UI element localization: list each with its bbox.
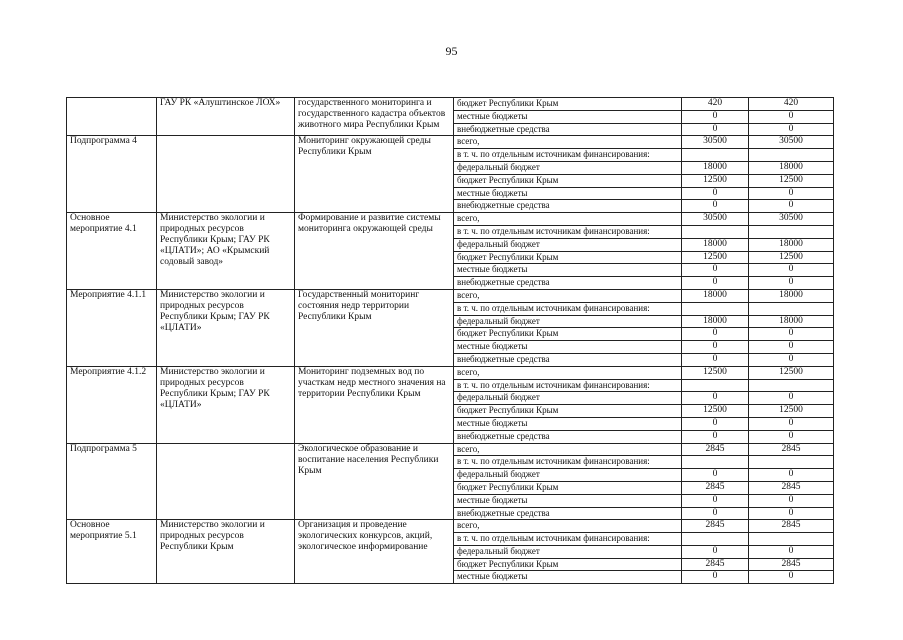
budget-table (66, 97, 834, 584)
program-cell (67, 98, 157, 136)
amount-cell-total: 2845 (682, 520, 749, 533)
amount-cell-year: 0 (749, 353, 834, 366)
funding-source-cell: всего, (454, 443, 682, 456)
amount-cell-year (749, 533, 834, 546)
amount-cell-year: 0 (749, 277, 834, 290)
funding-source-cell: федеральный бюджет (454, 161, 682, 174)
budget-table-body (67, 98, 834, 584)
funding-source-cell: бюджет Республики Крым (454, 98, 682, 111)
funding-source-cell: местные бюджеты (454, 110, 682, 123)
funding-source-cell: всего, (454, 366, 682, 379)
program-cell: Мероприятие 4.1.1 (67, 289, 157, 366)
program-cell: Основное мероприятие 4.1 (67, 213, 157, 290)
funding-source-cell: федеральный бюджет (454, 392, 682, 405)
amount-cell-year: 0 (749, 571, 834, 584)
amount-cell-year: 0 (749, 469, 834, 482)
funding-source-cell: местные бюджеты (454, 187, 682, 200)
amount-cell-year: 0 (749, 187, 834, 200)
amount-cell-total: 2845 (682, 443, 749, 456)
funding-source-cell: внебюджетные средства (454, 123, 682, 136)
amount-cell-total: 0 (682, 353, 749, 366)
description-cell: Экологическое образование и воспитание населения Республики Крым (295, 443, 454, 520)
amount-cell-year: 0 (749, 341, 834, 354)
amount-cell-total: 12500 (682, 251, 749, 264)
amount-cell-year: 12500 (749, 174, 834, 187)
funding-source-cell: местные бюджеты (454, 494, 682, 507)
amount-cell-total (682, 149, 749, 162)
amount-cell-year: 0 (749, 507, 834, 520)
funding-source-cell: всего, (454, 213, 682, 226)
amount-cell-total: 0 (682, 571, 749, 584)
description-cell: Формирование и развитие системы мониторинга окружающей среды (295, 213, 454, 290)
amount-cell-total: 0 (682, 417, 749, 430)
table-row (67, 136, 834, 149)
amount-cell-year: 30500 (749, 136, 834, 149)
funding-source-cell: местные бюджеты (454, 571, 682, 584)
amount-cell-year: 12500 (749, 251, 834, 264)
amount-cell-year: 2845 (749, 558, 834, 571)
amount-cell-total: 2845 (682, 558, 749, 571)
funding-source-cell: федеральный бюджет (454, 315, 682, 328)
amount-cell-total (682, 379, 749, 392)
funding-source-cell: бюджет Республики Крым (454, 328, 682, 341)
amount-cell-total: 18000 (682, 238, 749, 251)
table-row (67, 98, 834, 111)
amount-cell-total: 12500 (682, 366, 749, 379)
amount-cell-year: 0 (749, 200, 834, 213)
description-cell: Мониторинг окружающей среды Республики Крым (295, 136, 454, 213)
funding-source-cell: в т. ч. по отдельным источникам финансирования: (454, 225, 682, 238)
funding-source-cell: всего, (454, 136, 682, 149)
amount-cell-total: 0 (682, 200, 749, 213)
description-cell: Мониторинг подземных вод по участкам недр местного значения на территории Республики Крым (295, 366, 454, 443)
funding-source-cell: внебюджетные средства (454, 430, 682, 443)
amount-cell-year (749, 225, 834, 238)
amount-cell-total: 0 (682, 123, 749, 136)
amount-cell-total (682, 302, 749, 315)
amount-cell-year: 420 (749, 98, 834, 111)
amount-cell-total: 18000 (682, 289, 749, 302)
amount-cell-total: 18000 (682, 315, 749, 328)
funding-source-cell: внебюджетные средства (454, 277, 682, 290)
amount-cell-year: 0 (749, 430, 834, 443)
funding-source-cell: всего, (454, 520, 682, 533)
amount-cell-year (749, 456, 834, 469)
executor-cell: Министерство экологии и природных ресурсов Республики Крым; ГАУ РК «ЦЛАТИ»; АО «Крымский содовый завод» (157, 213, 295, 290)
amount-cell-total: 2845 (682, 481, 749, 494)
amount-cell-total: 12500 (682, 174, 749, 187)
amount-cell-total: 0 (682, 187, 749, 200)
funding-source-cell: местные бюджеты (454, 417, 682, 430)
amount-cell-total (682, 533, 749, 546)
executor-cell: Министерство экологии и природных ресурсов Республики Крым; ГАУ РК «ЦЛАТИ» (157, 289, 295, 366)
amount-cell-year (749, 302, 834, 315)
description-cell: государственного мониторинга и государственного кадастра объектов животного мира Республики Крым (295, 98, 454, 136)
amount-cell-total (682, 456, 749, 469)
funding-source-cell: внебюджетные средства (454, 507, 682, 520)
amount-cell-total: 0 (682, 430, 749, 443)
amount-cell-total: 0 (682, 328, 749, 341)
amount-cell-year: 0 (749, 123, 834, 136)
amount-cell-total: 0 (682, 392, 749, 405)
funding-source-cell: федеральный бюджет (454, 469, 682, 482)
amount-cell-total (682, 225, 749, 238)
amount-cell-year: 0 (749, 264, 834, 277)
program-cell: Подпрограмма 5 (67, 443, 157, 520)
funding-source-cell: в т. ч. по отдельным источникам финансирования: (454, 149, 682, 162)
amount-cell-year: 12500 (749, 405, 834, 418)
funding-source-cell: бюджет Республики Крым (454, 251, 682, 264)
amount-cell-year (749, 379, 834, 392)
amount-cell-year (749, 149, 834, 162)
funding-source-cell: бюджет Республики Крым (454, 174, 682, 187)
amount-cell-total: 0 (682, 110, 749, 123)
amount-cell-total: 0 (682, 494, 749, 507)
amount-cell-year: 18000 (749, 315, 834, 328)
amount-cell-year: 18000 (749, 238, 834, 251)
amount-cell-year: 0 (749, 392, 834, 405)
table-row (67, 443, 834, 456)
funding-source-cell: бюджет Республики Крым (454, 481, 682, 494)
amount-cell-total: 18000 (682, 161, 749, 174)
table-row (67, 520, 834, 533)
amount-cell-year: 0 (749, 110, 834, 123)
funding-source-cell: бюджет Республики Крым (454, 405, 682, 418)
amount-cell-total: 0 (682, 545, 749, 558)
executor-cell: Министерство экологии и природных ресурсов Республики Крым (157, 520, 295, 584)
amount-cell-year: 0 (749, 545, 834, 558)
funding-source-cell: внебюджетные средства (454, 353, 682, 366)
funding-source-cell: в т. ч. по отдельным источникам финансирования: (454, 302, 682, 315)
funding-source-cell: местные бюджеты (454, 341, 682, 354)
amount-cell-year: 18000 (749, 161, 834, 174)
funding-source-cell: местные бюджеты (454, 264, 682, 277)
funding-source-cell: федеральный бюджет (454, 545, 682, 558)
program-cell: Основное мероприятие 5.1 (67, 520, 157, 584)
executor-cell: Министерство экологии и природных ресурсов Республики Крым; ГАУ РК «ЦЛАТИ» (157, 366, 295, 443)
funding-source-cell: бюджет Республики Крым (454, 558, 682, 571)
page-number: 95 (445, 44, 458, 58)
funding-source-cell: в т. ч. по отдельным источникам финансирования: (454, 533, 682, 546)
amount-cell-year: 0 (749, 417, 834, 430)
program-cell: Подпрограмма 4 (67, 136, 157, 213)
amount-cell-total: 30500 (682, 213, 749, 226)
amount-cell-year: 12500 (749, 366, 834, 379)
description-cell: Организация и проведение экологических конкурсов, акций, экологическое информирование (295, 520, 454, 584)
amount-cell-year: 2845 (749, 520, 834, 533)
amount-cell-year: 30500 (749, 213, 834, 226)
amount-cell-total: 0 (682, 277, 749, 290)
amount-cell-total: 30500 (682, 136, 749, 149)
amount-cell-total: 420 (682, 98, 749, 111)
amount-cell-year: 2845 (749, 443, 834, 456)
executor-cell: ГАУ РК «Алуштинское ЛОХ» (157, 98, 295, 136)
program-cell: Мероприятие 4.1.2 (67, 366, 157, 443)
amount-cell-year: 0 (749, 494, 834, 507)
amount-cell-year: 0 (749, 328, 834, 341)
executor-cell (157, 136, 295, 213)
funding-source-cell: внебюджетные средства (454, 200, 682, 213)
funding-source-cell: всего, (454, 289, 682, 302)
table-row (67, 366, 834, 379)
amount-cell-year: 2845 (749, 481, 834, 494)
executor-cell (157, 443, 295, 520)
table-row (67, 289, 834, 302)
amount-cell-total: 0 (682, 507, 749, 520)
amount-cell-total: 0 (682, 264, 749, 277)
description-cell: Государственный мониторинг состояния недр территории Республики Крым (295, 289, 454, 366)
amount-cell-total: 0 (682, 469, 749, 482)
amount-cell-total: 12500 (682, 405, 749, 418)
amount-cell-year: 18000 (749, 289, 834, 302)
funding-source-cell: в т. ч. по отдельным источникам финансирования: (454, 456, 682, 469)
table-row (67, 213, 834, 226)
funding-source-cell: федеральный бюджет (454, 238, 682, 251)
funding-source-cell: в т. ч. по отдельным источникам финансирования: (454, 379, 682, 392)
amount-cell-total: 0 (682, 341, 749, 354)
